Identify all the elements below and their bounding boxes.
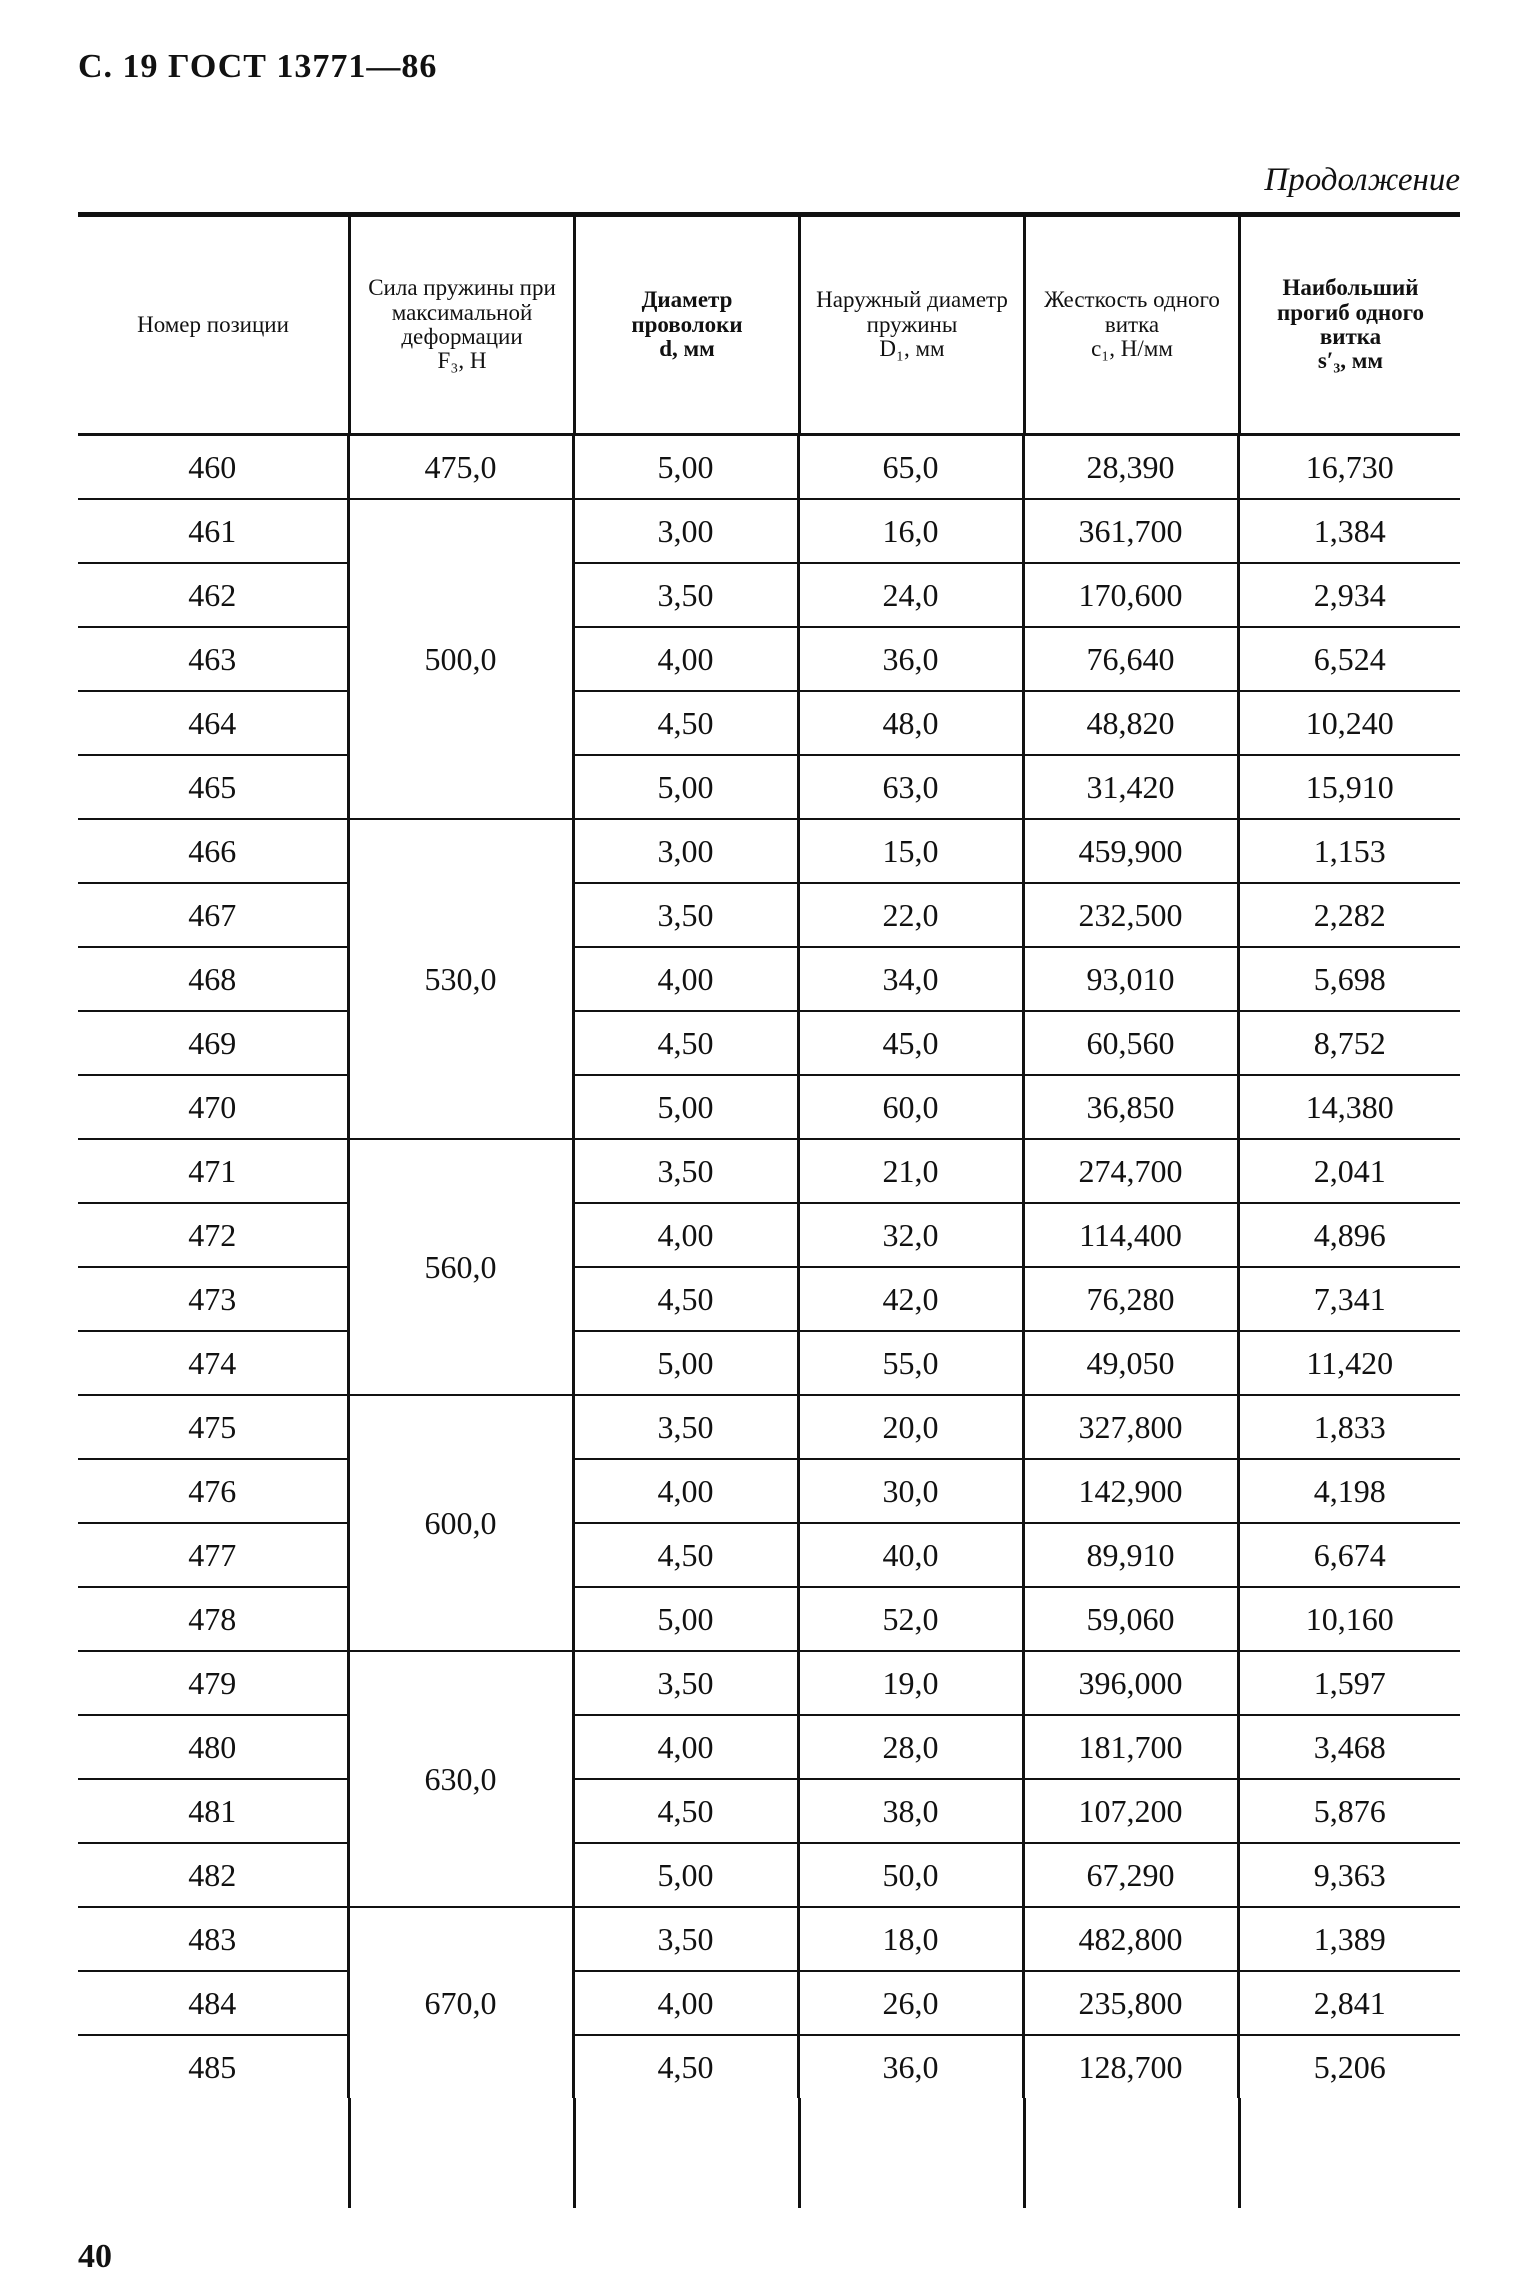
cell-stiffness: 107,200	[1023, 1779, 1238, 1843]
table-row	[78, 1331, 1460, 1395]
cell-force: 500,0	[348, 499, 573, 819]
table-row	[78, 1779, 1460, 1843]
cell-stiffness: 28,390	[1023, 436, 1238, 499]
cell-deflection: 1,384	[1238, 499, 1460, 563]
cell-outer-diameter: 26,0	[798, 1971, 1023, 2035]
header-force: Сила пружины при максимальной деформации F₃, Н	[348, 217, 573, 433]
cell-wire-diameter: 4,00	[573, 1459, 798, 1523]
cell-outer-diameter: 30,0	[798, 1459, 1023, 1523]
cell-wire-diameter: 5,00	[573, 755, 798, 819]
cell-wire-diameter: 3,50	[573, 883, 798, 947]
table-row	[78, 2035, 1460, 2098]
page-number: 40	[78, 2238, 112, 2275]
cell-deflection: 2,041	[1238, 1139, 1460, 1203]
cell-position: 484	[78, 1971, 348, 2035]
cell-stiffness: 235,800	[1023, 1971, 1238, 2035]
cell-outer-diameter: 50,0	[798, 1843, 1023, 1907]
cell-position: 483	[78, 1907, 348, 1971]
cell-outer-diameter: 15,0	[798, 819, 1023, 883]
cell-outer-diameter: 16,0	[798, 499, 1023, 563]
cell-deflection: 6,674	[1238, 1523, 1460, 1587]
cell-deflection: 8,752	[1238, 1011, 1460, 1075]
cell-wire-diameter: 4,00	[573, 947, 798, 1011]
cell-deflection: 1,389	[1238, 1907, 1460, 1971]
header-stiffness: Жесткость одного витка c₁, Н/мм	[1023, 217, 1238, 433]
cell-deflection: 10,160	[1238, 1587, 1460, 1651]
table-row	[78, 1907, 1460, 1971]
cell-wire-diameter: 4,50	[573, 1779, 798, 1843]
cell-deflection: 7,341	[1238, 1267, 1460, 1331]
cell-force: 630,0	[348, 1651, 573, 1907]
cell-wire-diameter: 4,50	[573, 1523, 798, 1587]
page-header: С. 19 ГОСТ 13771—86	[78, 48, 438, 85]
table-row	[78, 1651, 1460, 1715]
cell-deflection: 1,153	[1238, 819, 1460, 883]
cell-outer-diameter: 60,0	[798, 1075, 1023, 1139]
cell-outer-diameter: 34,0	[798, 947, 1023, 1011]
table-row	[78, 1715, 1460, 1779]
cell-wire-diameter: 4,50	[573, 691, 798, 755]
cell-stiffness: 31,420	[1023, 755, 1238, 819]
cell-stiffness: 93,010	[1023, 947, 1238, 1011]
cell-stiffness: 396,000	[1023, 1651, 1238, 1715]
cell-outer-diameter: 63,0	[798, 755, 1023, 819]
cell-outer-diameter: 55,0	[798, 1331, 1023, 1395]
cell-wire-diameter: 3,00	[573, 499, 798, 563]
table-row	[78, 1395, 1460, 1459]
cell-wire-diameter: 4,50	[573, 1267, 798, 1331]
cell-position: 462	[78, 563, 348, 627]
cell-outer-diameter: 24,0	[798, 563, 1023, 627]
cell-deflection: 10,240	[1238, 691, 1460, 755]
cell-outer-diameter: 22,0	[798, 883, 1023, 947]
cell-position: 476	[78, 1459, 348, 1523]
cell-stiffness: 67,290	[1023, 1843, 1238, 1907]
cell-position: 481	[78, 1779, 348, 1843]
cell-wire-diameter: 3,50	[573, 563, 798, 627]
cell-deflection: 4,198	[1238, 1459, 1460, 1523]
table-row	[78, 436, 1460, 499]
table-row	[78, 627, 1460, 691]
cell-position: 474	[78, 1331, 348, 1395]
cell-wire-diameter: 5,00	[573, 1331, 798, 1395]
table-tail	[78, 2098, 1460, 2208]
table-row	[78, 947, 1460, 1011]
cell-outer-diameter: 18,0	[798, 1907, 1023, 1971]
cell-position: 465	[78, 755, 348, 819]
cell-deflection: 1,597	[1238, 1651, 1460, 1715]
cell-position: 471	[78, 1139, 348, 1203]
cell-position: 460	[78, 436, 348, 499]
cell-wire-diameter: 3,50	[573, 1907, 798, 1971]
cell-position: 466	[78, 819, 348, 883]
cell-position: 477	[78, 1523, 348, 1587]
cell-position: 472	[78, 1203, 348, 1267]
continuation-label: Продолжение	[1264, 162, 1460, 198]
cell-wire-diameter: 4,00	[573, 627, 798, 691]
cell-outer-diameter: 42,0	[798, 1267, 1023, 1331]
cell-deflection: 5,698	[1238, 947, 1460, 1011]
cell-outer-diameter: 52,0	[798, 1587, 1023, 1651]
cell-wire-diameter: 4,50	[573, 1011, 798, 1075]
header-outer-diameter: Наружный диаметр пружины D₁, мм	[798, 217, 1023, 433]
cell-stiffness: 327,800	[1023, 1395, 1238, 1459]
cell-position: 482	[78, 1843, 348, 1907]
cell-stiffness: 274,700	[1023, 1139, 1238, 1203]
header-wire-diameter: Диаметр проволоки d, мм	[573, 217, 798, 433]
table-row	[78, 1523, 1460, 1587]
table-body	[78, 436, 1460, 2098]
cell-stiffness: 89,910	[1023, 1523, 1238, 1587]
cell-deflection: 9,363	[1238, 1843, 1460, 1907]
cell-wire-diameter: 4,00	[573, 1971, 798, 2035]
cell-position: 473	[78, 1267, 348, 1331]
cell-wire-diameter: 3,50	[573, 1139, 798, 1203]
table-row	[78, 755, 1460, 819]
cell-deflection: 2,282	[1238, 883, 1460, 947]
cell-deflection: 4,896	[1238, 1203, 1460, 1267]
cell-outer-diameter: 32,0	[798, 1203, 1023, 1267]
cell-stiffness: 170,600	[1023, 563, 1238, 627]
table-row	[78, 883, 1460, 947]
cell-force: 670,0	[348, 1907, 573, 2098]
cell-stiffness: 76,640	[1023, 627, 1238, 691]
cell-deflection: 16,730	[1238, 436, 1460, 499]
cell-wire-diameter: 5,00	[573, 436, 798, 499]
cell-outer-diameter: 19,0	[798, 1651, 1023, 1715]
cell-position: 467	[78, 883, 348, 947]
cell-force: 600,0	[348, 1395, 573, 1651]
cell-stiffness: 114,400	[1023, 1203, 1238, 1267]
cell-outer-diameter: 45,0	[798, 1011, 1023, 1075]
cell-outer-diameter: 20,0	[798, 1395, 1023, 1459]
cell-position: 480	[78, 1715, 348, 1779]
cell-stiffness: 361,700	[1023, 499, 1238, 563]
cell-stiffness: 59,060	[1023, 1587, 1238, 1651]
cell-stiffness: 181,700	[1023, 1715, 1238, 1779]
cell-stiffness: 128,700	[1023, 2035, 1238, 2098]
cell-position: 470	[78, 1075, 348, 1139]
cell-stiffness: 482,800	[1023, 1907, 1238, 1971]
cell-deflection: 5,876	[1238, 1779, 1460, 1843]
spring-table	[78, 212, 1460, 2208]
cell-position: 468	[78, 947, 348, 1011]
cell-outer-diameter: 36,0	[798, 2035, 1023, 2098]
cell-outer-diameter: 21,0	[798, 1139, 1023, 1203]
cell-wire-diameter: 3,50	[573, 1395, 798, 1459]
table-row	[78, 1139, 1460, 1203]
cell-deflection: 3,468	[1238, 1715, 1460, 1779]
cell-position: 464	[78, 691, 348, 755]
header-position: Номер позиции	[137, 311, 289, 337]
cell-position: 463	[78, 627, 348, 691]
cell-deflection: 2,841	[1238, 1971, 1460, 2035]
cell-stiffness: 142,900	[1023, 1459, 1238, 1523]
cell-wire-diameter: 4,00	[573, 1203, 798, 1267]
table-header-row	[78, 217, 1460, 433]
table-row	[78, 1203, 1460, 1267]
table-row	[78, 819, 1460, 883]
cell-outer-diameter: 28,0	[798, 1715, 1023, 1779]
table-row	[78, 1011, 1460, 1075]
cell-wire-diameter: 5,00	[573, 1843, 798, 1907]
table-row	[78, 563, 1460, 627]
cell-stiffness: 60,560	[1023, 1011, 1238, 1075]
cell-stiffness: 36,850	[1023, 1075, 1238, 1139]
table-row	[78, 1459, 1460, 1523]
cell-stiffness: 232,500	[1023, 883, 1238, 947]
cell-wire-diameter: 5,00	[573, 1587, 798, 1651]
header-deflection: Наибольший прогиб одного витка s′₃, мм	[1238, 217, 1460, 433]
cell-deflection: 14,380	[1238, 1075, 1460, 1139]
table-row	[78, 1843, 1460, 1907]
cell-position: 479	[78, 1651, 348, 1715]
cell-outer-diameter: 40,0	[798, 1523, 1023, 1587]
cell-wire-diameter: 4,50	[573, 2035, 798, 2098]
table-row	[78, 1075, 1460, 1139]
table-row	[78, 1587, 1460, 1651]
cell-wire-diameter: 4,00	[573, 1715, 798, 1779]
cell-wire-diameter: 3,00	[573, 819, 798, 883]
cell-deflection: 1,833	[1238, 1395, 1460, 1459]
cell-position: 469	[78, 1011, 348, 1075]
cell-force: 560,0	[348, 1139, 573, 1395]
cell-wire-diameter: 3,50	[573, 1651, 798, 1715]
cell-stiffness: 48,820	[1023, 691, 1238, 755]
cell-outer-diameter: 38,0	[798, 1779, 1023, 1843]
table-row	[78, 499, 1460, 563]
cell-stiffness: 76,280	[1023, 1267, 1238, 1331]
cell-deflection: 5,206	[1238, 2035, 1460, 2098]
cell-outer-diameter: 48,0	[798, 691, 1023, 755]
cell-position: 461	[78, 499, 348, 563]
cell-outer-diameter: 36,0	[798, 627, 1023, 691]
cell-stiffness: 459,900	[1023, 819, 1238, 883]
cell-outer-diameter: 65,0	[798, 436, 1023, 499]
cell-force: 475,0	[348, 436, 573, 499]
cell-position: 475	[78, 1395, 348, 1459]
cell-stiffness: 49,050	[1023, 1331, 1238, 1395]
cell-wire-diameter: 5,00	[573, 1075, 798, 1139]
cell-deflection: 6,524	[1238, 627, 1460, 691]
cell-position: 478	[78, 1587, 348, 1651]
table-row	[78, 1267, 1460, 1331]
cell-deflection: 2,934	[1238, 563, 1460, 627]
cell-position: 485	[188, 2048, 237, 2085]
table-row	[78, 1971, 1460, 2035]
table-row	[78, 691, 1460, 755]
cell-deflection: 15,910	[1238, 755, 1460, 819]
cell-force: 530,0	[348, 819, 573, 1139]
cell-deflection: 11,420	[1238, 1331, 1460, 1395]
